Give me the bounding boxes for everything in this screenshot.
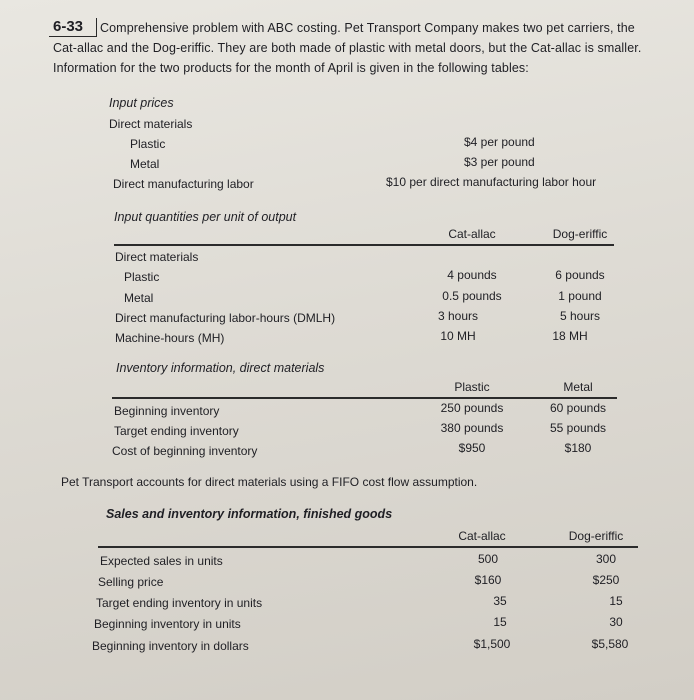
table-cell: 55 pounds (549, 421, 607, 435)
inventory-dm-title: Inventory information, direct materials (116, 361, 325, 375)
input-prices-title: Input prices (109, 96, 174, 110)
table-cell: 250 pounds (440, 401, 504, 415)
table-cell: $160 (474, 573, 502, 587)
sales-inventory-title: Sales and inventory information, finished goods (106, 507, 393, 521)
table-cell: 15 (609, 594, 623, 608)
table-cell: 3 hours (437, 309, 479, 323)
table-cell: $5,580 (591, 637, 629, 651)
table-row-label: Machine-hours (MH) (115, 331, 225, 345)
table-row-label: Target ending inventory in units (96, 596, 263, 610)
table-row-label: Direct manufacturing labor-hours (DMLH) (115, 311, 336, 325)
table-cell: 35 (493, 594, 507, 608)
input-quantities-direct-materials: Direct materials (115, 250, 199, 264)
input-quantities-col-dog-eriffic: Dog-eriffic (552, 227, 608, 241)
table-row-label: Metal (124, 291, 154, 305)
inventory-dm-rule (112, 397, 617, 399)
problem-intro-line-2: Cat-allac and the Dog-eriffic. They are both made of plastic with metal doors, but the Cat-allac is smaller. (53, 41, 642, 55)
inventory-dm-col-plastic: Plastic (454, 380, 490, 394)
table-cell: 15 (493, 615, 507, 629)
table-cell: 18 MH (552, 329, 588, 343)
input-prices-plastic-value: $4 per pound (464, 135, 535, 149)
sales-inventory-col-cat-allac: Cat-allac (458, 529, 506, 543)
input-prices-labor-label: Direct manufacturing labor (113, 177, 254, 191)
table-cell: 380 pounds (440, 421, 504, 435)
table-cell: 10 MH (440, 329, 476, 343)
table-cell: 300 (595, 552, 617, 566)
problem-number: 6-33 (53, 18, 84, 35)
table-row-label: Beginning inventory in dollars (92, 639, 249, 653)
table-cell: 4 pounds (447, 268, 497, 282)
input-quantities-title: Input quantities per unit of output (114, 210, 297, 224)
input-prices-plastic-label: Plastic (130, 137, 166, 151)
table-cell: $950 (458, 441, 486, 455)
table-cell: 30 (609, 615, 623, 629)
table-row-label: Plastic (124, 270, 160, 284)
input-quantities-col-cat-allac: Cat-allac (448, 227, 496, 241)
table-cell: 500 (477, 552, 499, 566)
problem-intro-line-1: Comprehensive problem with ABC costing. Pet Transport Company makes two pet carriers, the (100, 21, 635, 35)
table-row-label: Selling price (98, 575, 164, 589)
input-prices-metal-label: Metal (130, 157, 160, 171)
table-cell: 0.5 pounds (442, 289, 502, 303)
input-prices-labor-value: $10 per direct manufacturing labor hour (386, 175, 597, 189)
table-row-label: Beginning inventory in units (94, 617, 241, 631)
table-cell: 60 pounds (549, 401, 607, 415)
sales-inventory-rule (98, 546, 638, 548)
sales-inventory-col-dog-eriffic: Dog-eriffic (568, 529, 624, 543)
fifo-note: Pet Transport accounts for direct materials using a FIFO cost flow assumption. (61, 475, 478, 489)
inventory-dm-col-metal: Metal (563, 380, 593, 394)
table-cell: 5 hours (559, 309, 601, 323)
table-cell: 6 pounds (555, 268, 605, 282)
table-row-label: Cost of beginning inventory (112, 444, 258, 458)
problem-intro-line-3: Information for the two products for the month of April is given in the following tables: (53, 61, 529, 75)
input-prices-metal-value: $3 per pound (464, 155, 535, 169)
table-cell: $180 (564, 441, 592, 455)
table-row-label: Expected sales in units (100, 554, 223, 568)
table-cell: 1 pound (558, 289, 602, 303)
table-cell: $1,500 (473, 637, 511, 651)
input-quantities-rule (114, 244, 614, 246)
input-prices-direct-materials: Direct materials (109, 117, 193, 131)
table-row-label: Beginning inventory (114, 404, 220, 418)
table-cell: $250 (592, 573, 620, 587)
table-row-label: Target ending inventory (114, 424, 239, 438)
